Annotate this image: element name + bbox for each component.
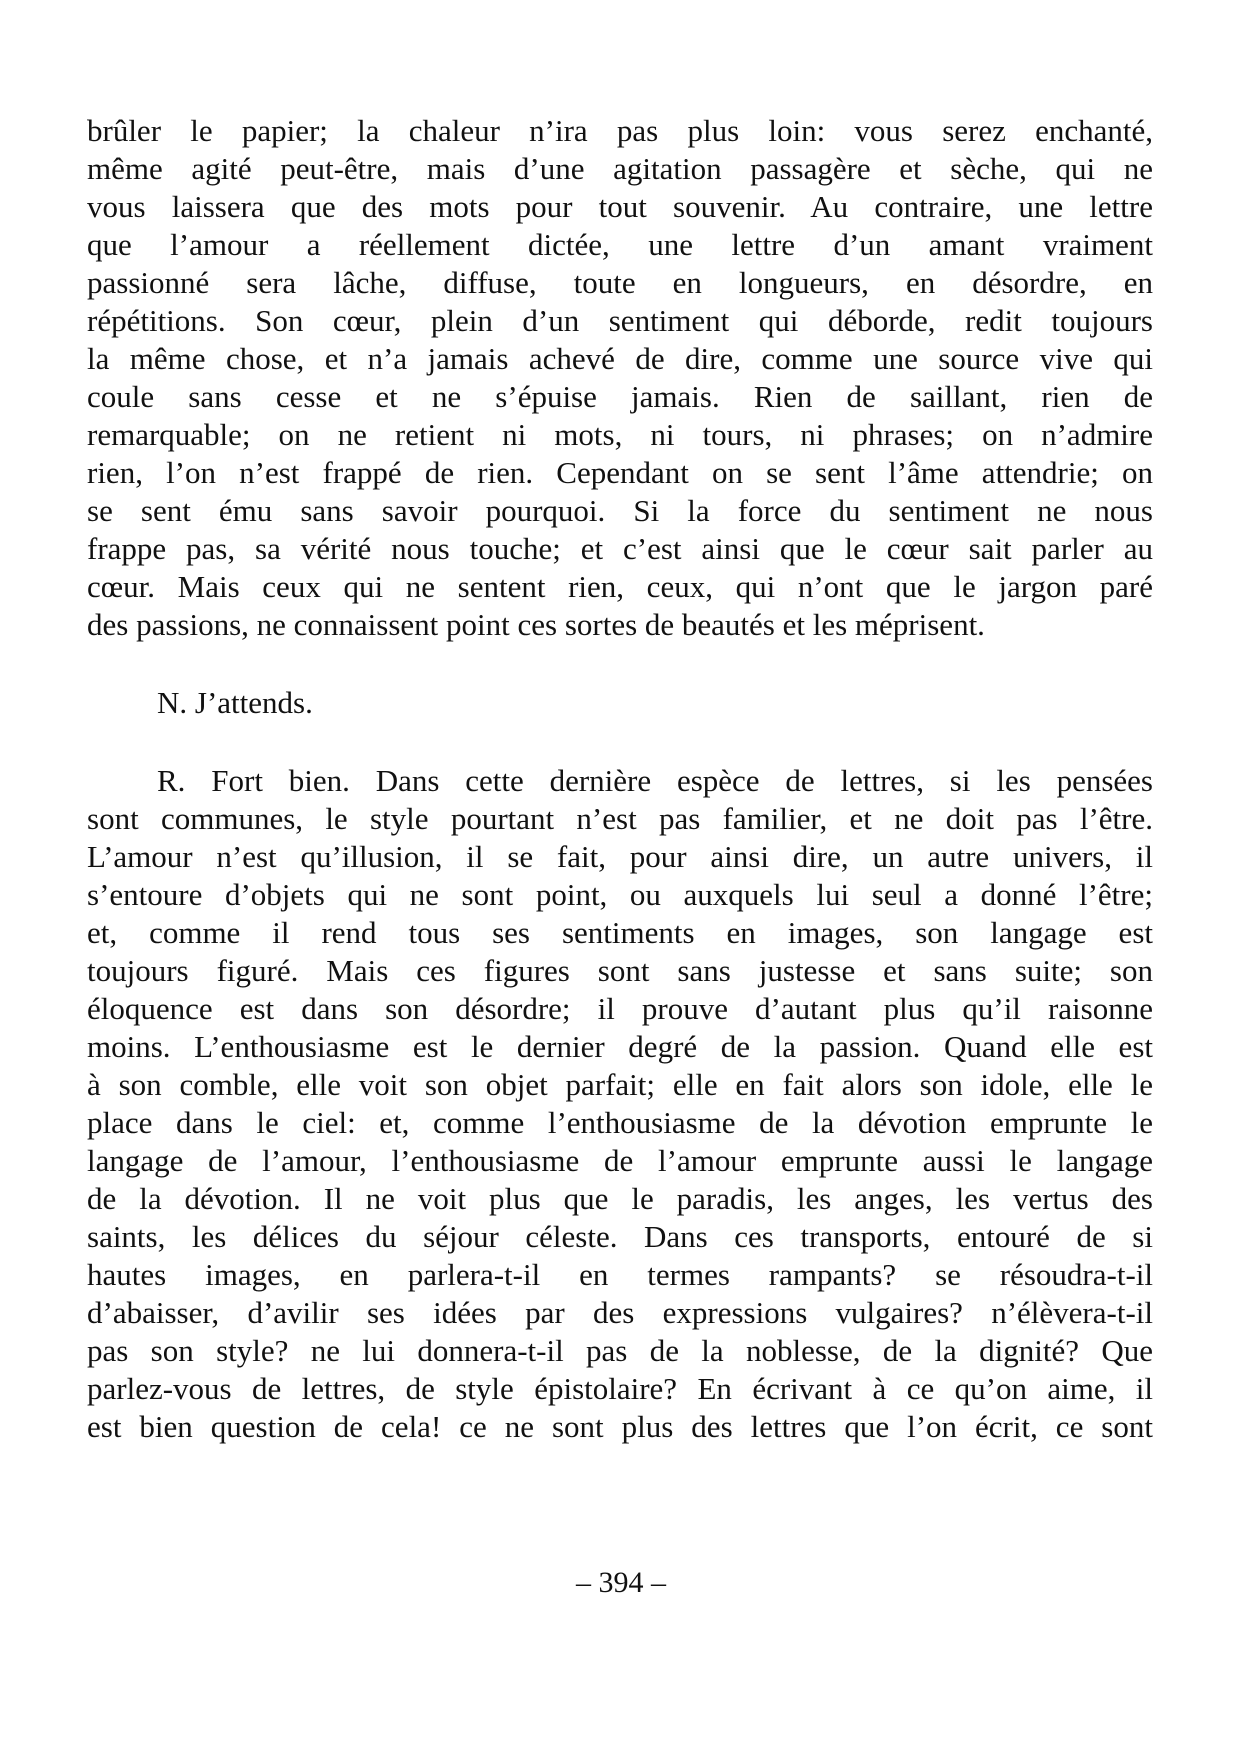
text-line: et, comme il rend tous ses sentiments en images, son langage est xyxy=(87,915,1153,950)
text-line: sont communes, le style pourtant n’est pas familier, et ne doit pas l’être. xyxy=(87,801,1153,836)
text-line: des passions, ne connaissent point ces sortes de beautés et les méprisent. xyxy=(87,607,985,642)
paragraph-gap xyxy=(87,722,1153,762)
text-line: toujours figuré. Mais ces figures sont sans justesse et sans suite; son xyxy=(87,953,1153,988)
text-line: répétitions. Son cœur, plein d’un sentiment qui déborde, redit toujours xyxy=(87,303,1153,338)
text-line: N. J’attends. xyxy=(157,685,313,720)
text-line: langage de l’amour, l’enthousiasme de l’amour emprunte aussi le langage xyxy=(87,1143,1153,1178)
text-line: brûler le papier; la chaleur n’ira pas plus loin: vous serez enchanté, xyxy=(87,113,1153,148)
paragraph xyxy=(87,762,1153,1446)
text-line: éloquence est dans son désordre; il prouve d’autant plus qu’il raisonne xyxy=(87,991,1153,1026)
text-line: frappe pas, sa vérité nous touche; et c’est ainsi que le cœur sait parler au xyxy=(87,531,1153,566)
text-line: coule sans cesse et ne s’épuise jamais. Rien de saillant, rien de xyxy=(87,379,1153,414)
text-line: place dans le ciel: et, comme l’enthousiasme de la dévotion emprunte le xyxy=(87,1105,1153,1140)
text-line: se sent ému sans savoir pourquoi. Si la force du sentiment ne nous xyxy=(87,493,1153,528)
text-line: la même chose, et n’a jamais achevé de dire, comme une source vive qui xyxy=(87,341,1153,376)
text-line: d’abaisser, d’avilir ses idées par des expressions vulgaires? n’élèvera-t-il xyxy=(87,1295,1153,1330)
text-line: que l’amour a réellement dictée, une lettre d’un amant vraiment xyxy=(87,227,1153,262)
text-line: parlez-vous de lettres, de style épistolaire? En écrivant à ce qu’on aime, il xyxy=(87,1371,1153,1406)
text-line: remarquable; on ne retient ni mots, ni tours, ni phrases; on n’admire xyxy=(87,417,1153,452)
text-line: saints, les délices du séjour céleste. Dans ces transports, entouré de si xyxy=(87,1219,1153,1254)
text-line: s’entoure d’objets qui ne sont point, ou auxquels lui seul a donné l’être; xyxy=(87,877,1153,912)
text-line: passionné sera lâche, diffuse, toute en longueurs, en désordre, en xyxy=(87,265,1153,300)
text-line: hautes images, en parlera-t-il en termes rampants? se résoudra-t-il xyxy=(87,1257,1153,1292)
page-number: – 394 – xyxy=(576,1566,666,1599)
text-line: vous laissera que des mots pour tout souvenir. Au contraire, une lettre xyxy=(87,189,1153,224)
text-line: est bien question de cela! ce ne sont plus des lettres que l’on écrit, ce sont xyxy=(87,1409,1153,1444)
text-line: pas son style? ne lui donnera-t-il pas de la noblesse, de la dignité? Que xyxy=(87,1333,1153,1368)
text-line: rien, l’on n’est frappé de rien. Cependant on se sent l’âme attendrie; on xyxy=(87,455,1153,490)
text-line: L’amour n’est qu’illusion, il se fait, pour ainsi dire, un autre univers, il xyxy=(87,839,1153,874)
paragraph xyxy=(87,112,1153,644)
page-body xyxy=(87,112,1153,1446)
paragraph-gap xyxy=(87,644,1153,684)
paragraph xyxy=(87,684,1153,722)
text-line: à son comble, elle voit son objet parfait; elle en fait alors son idole, elle le xyxy=(87,1067,1153,1102)
text-line: même agité peut-être, mais d’une agitation passagère et sèche, qui ne xyxy=(87,151,1153,186)
text-line: moins. L’enthousiasme est le dernier degré de la passion. Quand elle est xyxy=(87,1029,1153,1064)
text-line: de la dévotion. Il ne voit plus que le paradis, les anges, les vertus des xyxy=(87,1181,1153,1216)
text-line: R. Fort bien. Dans cette dernière espèce de lettres, si les pensées xyxy=(157,763,1153,798)
text-line: cœur. Mais ceux qui ne sentent rien, ceux, qui n’ont que le jargon paré xyxy=(87,569,1153,604)
